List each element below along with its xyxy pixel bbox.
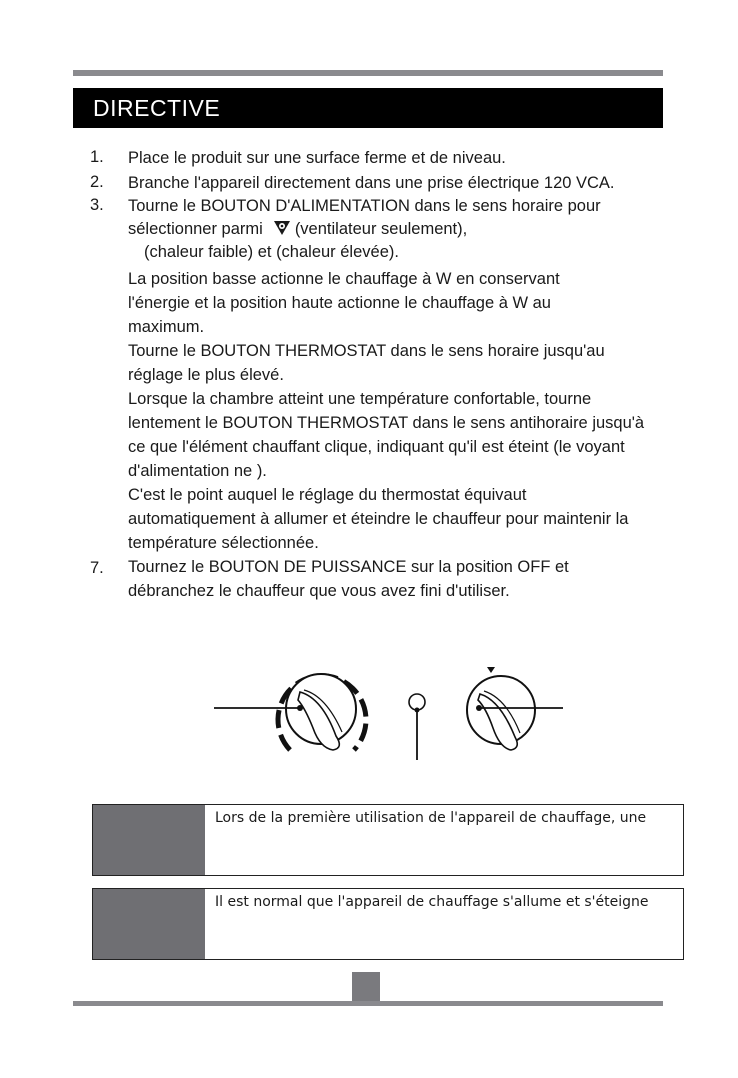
step-line: débranchez le chauffeur que vous avez fini d'utiliser.	[128, 582, 510, 600]
note-text: Lors de la première utilisation de l'appareil de chauffage, une	[215, 810, 647, 826]
step-number: 3.	[90, 196, 104, 214]
step-number: 2.	[90, 173, 104, 191]
step-line: (chaleur faible) et (chaleur élevée).	[144, 243, 399, 261]
power-knob-icon	[214, 674, 366, 750]
step-line: lentement le BOUTON THERMOSTAT dans le sens antihoraire jusqu'à	[128, 414, 645, 432]
fan-icon	[273, 220, 291, 236]
step-line	[128, 220, 467, 239]
step-line: Lorsque la chambre atteint une température confortable, tourne	[128, 390, 592, 408]
step-line: ce que l'élément chauffant clique, indiquant qu'il est éteint (le voyant	[128, 438, 625, 456]
note-text: Il est normal que l'appareil de chauffage s'allume et s'éteigne	[215, 894, 649, 910]
note-box	[92, 888, 684, 960]
step-line: C'est le point auquel le réglage du thermostat équivaut	[128, 486, 527, 504]
top-rule	[73, 70, 663, 76]
note-box	[92, 804, 684, 876]
thermostat-knob-icon	[467, 667, 563, 750]
step-line: d'alimentation ne ).	[128, 462, 267, 480]
select-prefix: sélectionner parmi	[128, 220, 263, 238]
control-panel-diagram	[0, 640, 738, 780]
page-number-tab	[352, 972, 380, 1004]
step-line: Tourne le BOUTON THERMOSTAT dans le sens horaire jusqu'au	[128, 342, 605, 360]
step-line-text: (ventilateur seulement),	[294, 220, 468, 238]
section-title: DIRECTIVE	[93, 95, 221, 121]
step-line: réglage le plus élevé.	[128, 366, 284, 384]
step-line: l'énergie et la position haute actionne le chauffage à W au	[128, 294, 551, 312]
step-line: maximum.	[128, 318, 205, 336]
step-line: Tournez le BOUTON DE PUISSANCE sur la position OFF et	[128, 558, 569, 576]
bottom-rule	[73, 1001, 663, 1006]
section-header	[73, 88, 663, 128]
step-number: 1.	[90, 148, 104, 166]
step-line: Tourne le BOUTON D'ALIMENTATION dans le sens horaire pour	[128, 197, 601, 215]
note-label-block	[93, 805, 205, 875]
step-line: Branche l'appareil directement dans une prise électrique 120 VCA.	[128, 174, 615, 192]
step-line: La position basse actionne le chauffage à W en conservant	[128, 270, 560, 288]
step-line: température sélectionnée.	[128, 534, 319, 552]
step-line: automatiquement à allumer et éteindre le chauffeur pour maintenir la	[128, 510, 629, 528]
indicator-light-icon	[409, 694, 425, 760]
step-number: 7.	[90, 559, 104, 577]
note-label-block	[93, 889, 205, 959]
step-line: Place le produit sur une surface ferme et de niveau.	[128, 149, 506, 167]
